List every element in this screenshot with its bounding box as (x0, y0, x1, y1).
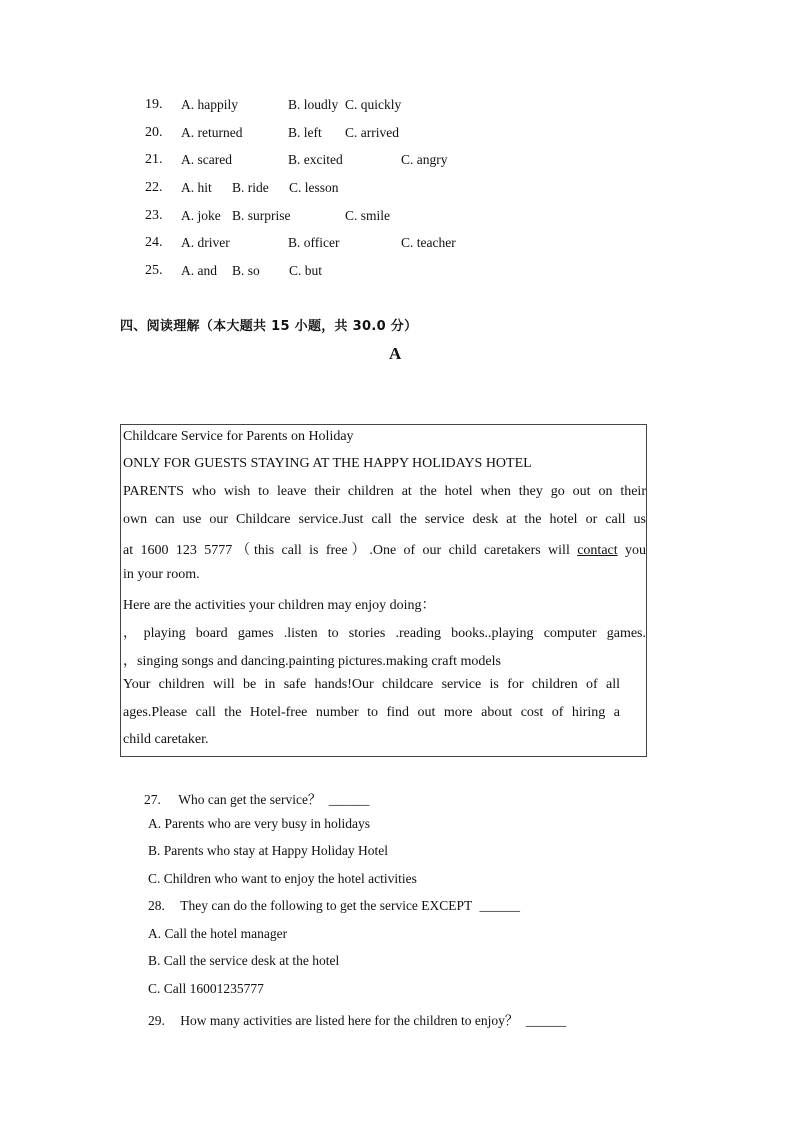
option-row-number: 23. (145, 208, 163, 223)
answer-option: A. Call the hotel manager (148, 926, 288, 941)
passage-line: own can use our Childcare service.Just call the service desk at the hotel or call us (123, 512, 646, 527)
passage-text: at 1600 123 5777（this call is free）.One of our child caretakers will (123, 543, 578, 558)
option-c: C. smile (345, 208, 391, 223)
passage-line: ages.Please call the Hotel-free number to find out more about cost of hiring a (123, 705, 620, 720)
question-29 (148, 1009, 566, 1029)
question-27 (144, 788, 369, 808)
question-number: 29. (148, 1013, 165, 1028)
option-row-number: 21. (145, 152, 163, 167)
option-c: C. lesson (289, 180, 339, 195)
passage-letter: A (389, 344, 402, 363)
answer-option: C. Call 16001235777 (148, 981, 264, 996)
question-text: How many activities are listed here for the children to enjoy？ (180, 1013, 519, 1028)
answer-blank: ______ (479, 898, 520, 913)
question-text: Who can get the service？ (178, 792, 322, 807)
option-a: A. and (181, 263, 217, 278)
option-b: B. excited (288, 152, 343, 167)
answer-option: C. Children who want to enjoy the hotel activities (148, 871, 417, 886)
option-c: C. arrived (345, 125, 399, 140)
option-b: B. surprise (232, 208, 291, 223)
option-a: A. happily (181, 97, 238, 112)
option-b: B. loudly (288, 97, 339, 112)
activities-line: ，singing songs and dancing.painting pictures.making craft models (123, 654, 501, 669)
option-row-number: 25. (145, 263, 163, 278)
option-a: A. joke (181, 208, 221, 223)
answer-option: B. Parents who stay at Happy Holiday Hotel (148, 843, 388, 858)
option-a: A. returned (181, 125, 243, 140)
section-title: 四、阅读理解（本大题共 15 小题，共 30.0 分） (120, 319, 418, 334)
option-c: C. angry (401, 152, 448, 167)
question-number: 28. (148, 898, 165, 913)
question-28 (148, 898, 520, 914)
passage-title: Childcare Service for Parents on Holiday (123, 429, 354, 444)
question-number: 27. (144, 792, 161, 807)
passage-line: in your room. (123, 567, 200, 582)
passage-text: you (617, 543, 647, 558)
passage-line-contact (123, 539, 646, 559)
answer-blank: ______ (328, 792, 370, 807)
option-b: B. left (288, 125, 322, 140)
passage-subtitle: ONLY FOR GUESTS STAYING AT THE HAPPY HOLIDAYS HOTEL (123, 456, 532, 471)
option-row-number: 19. (145, 97, 163, 112)
option-a: A. scared (181, 152, 232, 167)
option-a: A. driver (181, 235, 230, 250)
option-a: A. hit (181, 180, 212, 195)
option-row-number: 22. (145, 180, 163, 195)
option-c: C. but (289, 263, 323, 278)
passage-line: Your children will be in safe hands!Our childcare service is for children of all (123, 677, 620, 692)
question-text: They can do the following to get the service EXCEPT (180, 898, 473, 913)
contact-link: contact (577, 543, 618, 558)
option-b: B. so (232, 263, 260, 278)
option-b: B. officer (288, 235, 340, 250)
passage-line: PARENTS who wish to leave their children at the hotel when they go out on their (123, 484, 646, 499)
option-c: C. quickly (345, 97, 402, 112)
option-row-number: 24. (145, 235, 163, 250)
answer-option: B. Call the service desk at the hotel (148, 953, 340, 968)
option-b: B. ride (232, 180, 269, 195)
passage-box (120, 424, 647, 757)
option-row-number: 20. (145, 125, 163, 140)
option-c: C. teacher (401, 235, 456, 250)
activities-line: ，playing board games .listen to stories .reading books..playing computer games. (123, 626, 646, 641)
answer-blank: ______ (525, 1013, 567, 1028)
passage-line: child caretaker. (123, 732, 209, 747)
passage-line: Here are the activities your children may enjoy doing： (123, 598, 436, 613)
answer-option: A. Parents who are very busy in holidays (148, 816, 370, 831)
